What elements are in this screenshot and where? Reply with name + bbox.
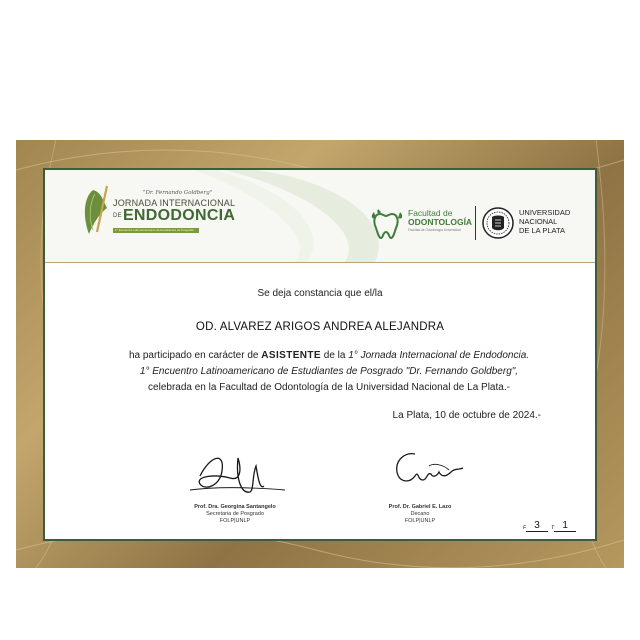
tooth-leaf-logo-icon	[81, 184, 111, 238]
signatory-2-org: FOLP|UNLP	[404, 518, 436, 524]
signature-santangelo	[180, 446, 290, 504]
tomo-label: T	[551, 525, 555, 531]
signatory-1-caption	[175, 504, 295, 525]
facultad-name	[408, 209, 472, 227]
facultad-odontologia-logo	[370, 208, 472, 240]
certificate-header	[45, 170, 595, 263]
certificate-inner-panel	[43, 168, 597, 541]
event-name-2: 1° Encuentro Latinoamericano de Estudiantes de Posgrado "Dr. Fernando Goldberg",	[139, 366, 519, 377]
endodoncia-word: ENDODONCIA	[122, 207, 236, 224]
issue-date: La Plata, 10 de octubre de 2024.-	[392, 410, 541, 421]
unlp-line-2: NACIONAL	[519, 217, 558, 226]
certificate	[16, 140, 624, 568]
body-part-1: ha participado en carácter de	[128, 350, 262, 361]
paragraph-line-1	[99, 348, 559, 364]
folio-number: 3	[526, 521, 548, 532]
endodoncia-title	[113, 207, 235, 225]
signatory-1-name: Prof. Dra. Georgina Santangelo	[194, 504, 276, 510]
jornada-title-line: JORNADA INTERNACIONAL	[113, 198, 236, 208]
participant-role: ASISTENTE	[261, 350, 321, 361]
honoree-name: "Dr. Fernando Goldberg"	[143, 190, 213, 196]
tooth-leaves-icon	[370, 208, 406, 240]
signatory-1-org: FOLP|UNLP	[219, 518, 251, 524]
signatory-2-name: Prof. Dr. Gabriel E. Lazo	[388, 504, 452, 510]
facultad-subtext: Facultad de Odontología Universidad	[408, 228, 461, 232]
paragraph-line-3: celebrada en la Facultad de Odontología de la Universidad Nacional de La Plata.-	[148, 382, 510, 393]
recipient-name: OD. ALVAREZ ARIGOS ANDREA ALEJANDRA	[195, 321, 445, 333]
signatory-1-title: Secretaria de Posgrado	[206, 511, 264, 517]
unlp-name	[519, 208, 570, 235]
signature-lazo	[375, 446, 475, 504]
event-name-1: 1° Jornada Internacional de Endodoncia.	[348, 350, 530, 361]
body-part-2: de la	[320, 350, 349, 361]
facultad-line-1: Facultad de	[408, 208, 453, 218]
unlp-seal-icon	[481, 204, 515, 242]
endodoncia-prefix: DE	[113, 212, 122, 219]
intro-text: Se deja constancia que el/la	[257, 288, 383, 299]
registry-reference	[523, 520, 579, 532]
folio-label: F	[523, 525, 527, 531]
certificate-body	[45, 262, 595, 543]
participation-paragraph	[99, 348, 559, 396]
paragraph-line-2	[99, 364, 559, 380]
signatory-2-caption	[370, 504, 470, 525]
facultad-line-2: ODONTOLOGÍA	[408, 217, 473, 227]
encuentro-banner: 1° Encuentro Latinoamericano de Estudiantes de Posgrado	[113, 228, 199, 233]
unlp-line-3: DE LA PLATA	[519, 226, 565, 235]
logo-divider	[475, 206, 476, 240]
unlp-line-1: UNIVERSIDAD	[519, 208, 571, 217]
signatory-2-title: Decano	[410, 511, 430, 517]
tomo-number: 1	[554, 521, 576, 532]
jornada-endodoncia-logo	[81, 184, 236, 246]
